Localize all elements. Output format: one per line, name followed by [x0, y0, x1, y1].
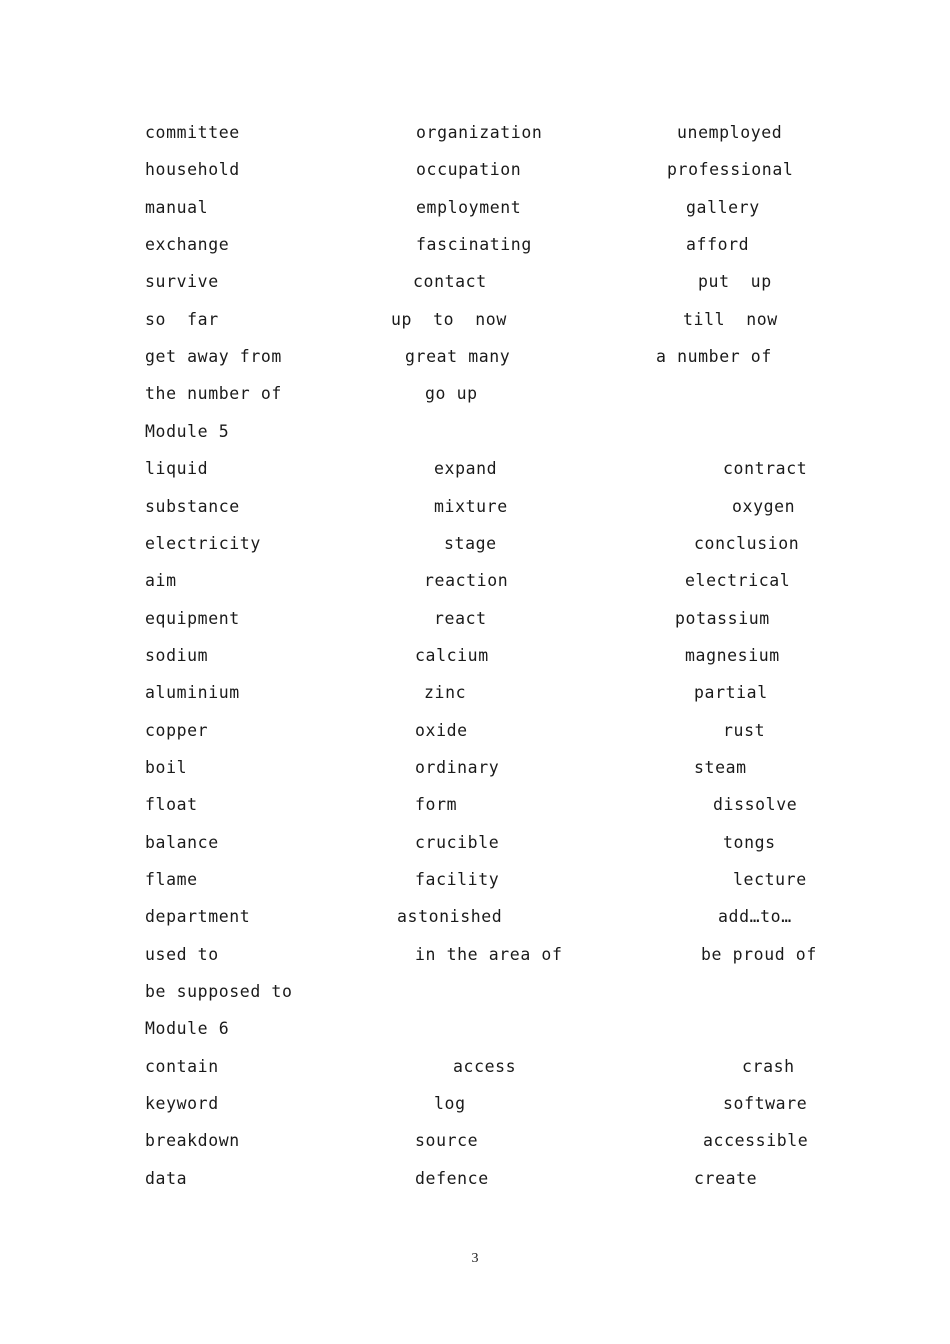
vocab-word: log — [434, 1094, 466, 1113]
vocab-word: mixture — [434, 497, 508, 516]
vocab-word: defence — [415, 1169, 489, 1188]
vocab-word: dissolve — [713, 795, 798, 814]
vocab-word: stage — [444, 534, 497, 553]
vocab-word: employment — [416, 198, 522, 217]
vocab-word: put up — [698, 272, 772, 291]
vocab-word: get away from — [145, 347, 282, 366]
vocab-word: department — [145, 907, 251, 926]
vocab-word: gallery — [686, 198, 760, 217]
vocab-word: up to now — [391, 310, 507, 329]
vocab-word: data — [145, 1169, 188, 1188]
vocab-word: liquid — [145, 459, 209, 478]
vocab-word: keyword — [145, 1094, 219, 1113]
vocab-word: rust — [723, 721, 766, 740]
vocab-word: zinc — [424, 683, 467, 702]
section-heading: Module 6 — [145, 1019, 230, 1038]
vocab-word: contract — [723, 459, 808, 478]
vocab-word: source — [415, 1131, 479, 1150]
vocab-word: be supposed to — [145, 982, 293, 1001]
vocab-word: aluminium — [145, 683, 240, 702]
vocab-word: float — [145, 795, 198, 814]
vocab-word: till now — [683, 310, 778, 329]
vocab-word: occupation — [416, 160, 522, 179]
vocab-word: form — [415, 795, 458, 814]
vocab-word: contact — [413, 272, 487, 291]
vocab-word: the number of — [145, 384, 282, 403]
vocab-word: professional — [667, 160, 794, 179]
vocab-word: be proud of — [701, 945, 817, 964]
section-heading: Module 5 — [145, 422, 230, 441]
vocab-word: afford — [686, 235, 750, 254]
vocab-word: software — [723, 1094, 808, 1113]
vocab-word: unemployed — [677, 123, 783, 142]
vocab-word: equipment — [145, 609, 240, 628]
vocab-word: astonished — [397, 907, 503, 926]
vocab-word: create — [694, 1169, 758, 1188]
vocab-word: oxygen — [732, 497, 796, 516]
vocab-word: so far — [145, 310, 219, 329]
vocab-word: access — [453, 1057, 517, 1076]
vocab-word: crash — [742, 1057, 795, 1076]
vocab-word: reaction — [424, 571, 509, 590]
vocab-word: crucible — [415, 833, 500, 852]
vocab-word: potassium — [675, 609, 770, 628]
vocab-word: tongs — [723, 833, 776, 852]
vocab-word: household — [145, 160, 240, 179]
vocab-word: partial — [694, 683, 768, 702]
vocab-word: great many — [405, 347, 511, 366]
vocab-word: add…to… — [718, 907, 792, 926]
vocab-word: magnesium — [685, 646, 780, 665]
vocab-word: manual — [145, 198, 209, 217]
vocab-word: lecture — [733, 870, 807, 889]
vocab-word: oxide — [415, 721, 468, 740]
vocab-word: accessible — [703, 1131, 809, 1150]
vocab-word: conclusion — [694, 534, 800, 553]
vocab-word: electrical — [685, 571, 791, 590]
vocab-word: copper — [145, 721, 209, 740]
vocab-word: aim — [145, 571, 177, 590]
vocab-word: a number of — [656, 347, 772, 366]
vocab-word: substance — [145, 497, 240, 516]
vocab-word: ordinary — [415, 758, 500, 777]
vocab-word: sodium — [145, 646, 209, 665]
vocab-word: breakdown — [145, 1131, 240, 1150]
vocab-word: react — [434, 609, 487, 628]
vocab-word: facility — [415, 870, 500, 889]
vocab-word: in the area of — [415, 945, 563, 964]
vocab-word: flame — [145, 870, 198, 889]
vocab-word: survive — [145, 272, 219, 291]
vocab-word: used to — [145, 945, 219, 964]
vocab-word: go up — [425, 384, 478, 403]
vocab-word: calcium — [415, 646, 489, 665]
vocab-word: electricity — [145, 534, 261, 553]
vocab-word: balance — [145, 833, 219, 852]
vocab-word: committee — [145, 123, 240, 142]
vocab-word: exchange — [145, 235, 230, 254]
vocab-word: expand — [434, 459, 498, 478]
page-number: 3 — [471, 1251, 479, 1266]
vocab-word: organization — [416, 123, 543, 142]
vocab-word: boil — [145, 758, 188, 777]
vocab-word: contain — [145, 1057, 219, 1076]
vocab-word: fascinating — [416, 235, 532, 254]
vocab-word: steam — [694, 758, 747, 777]
